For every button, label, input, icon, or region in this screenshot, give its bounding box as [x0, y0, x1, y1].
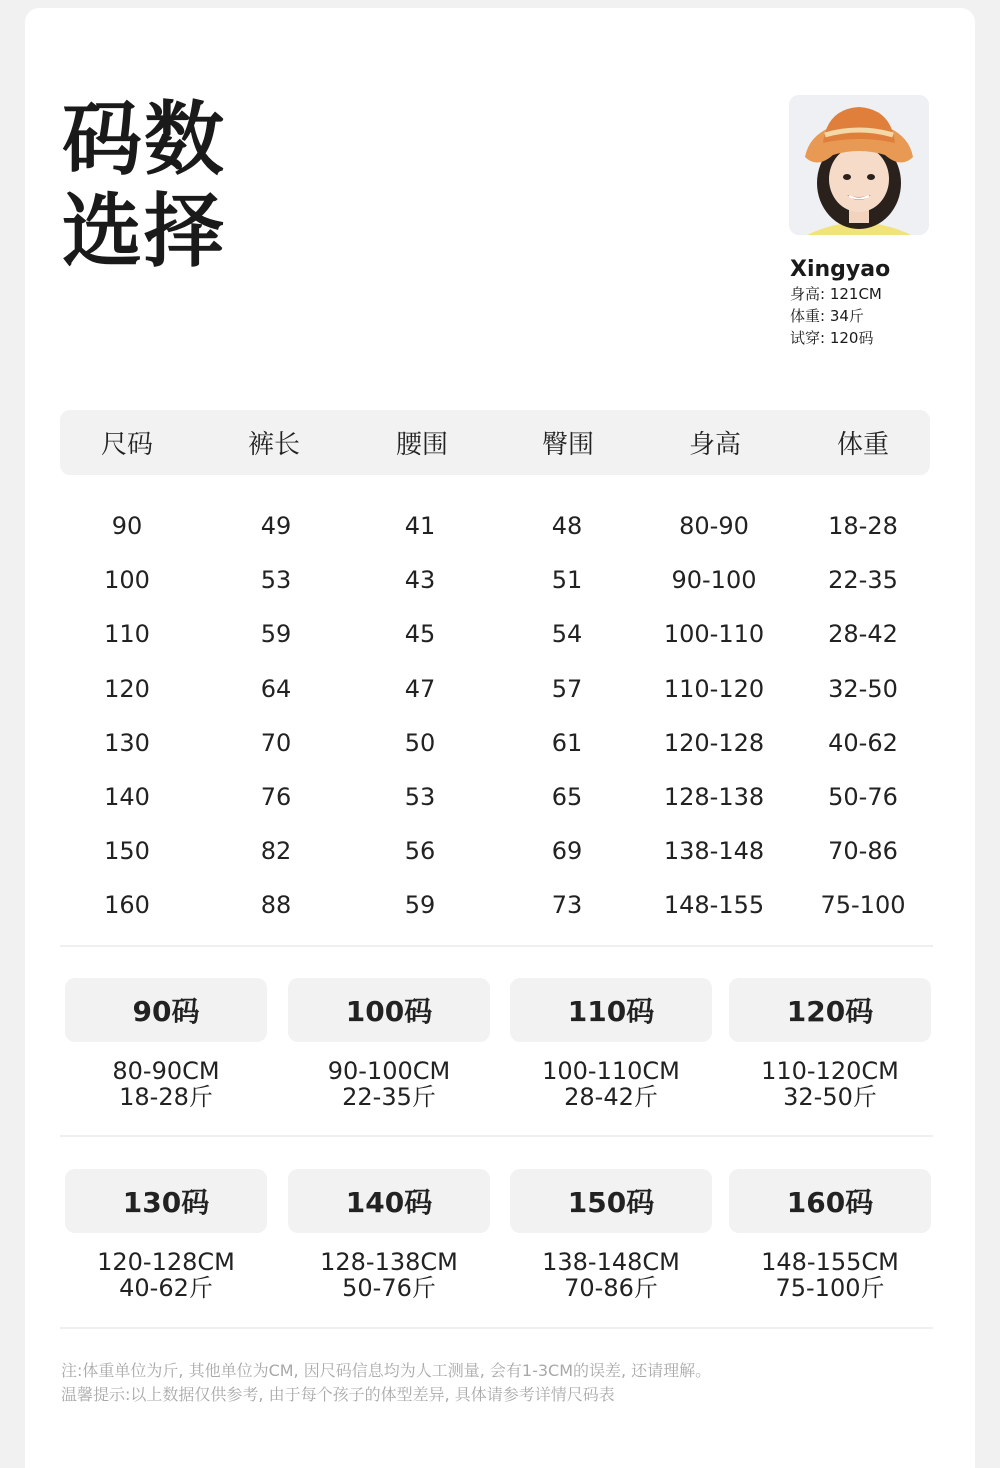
title-line-2: 选择 [62, 185, 226, 278]
cell-waist: 59 [404, 891, 436, 920]
cell-height: 110-120 [663, 674, 765, 703]
cell-size: 90 [111, 512, 143, 540]
note-unit-disclaimer: 注:体重单位为斤, 其他单位为CM, 因尺码信息均为人工测量, 会有1-3CM的误差, 还请理解。 [61, 1361, 712, 1380]
table-row [60, 891, 930, 931]
cell-waist: 56 [404, 837, 436, 866]
size-card-label: 90码 [65, 978, 267, 1042]
cell-pants-length: 88 [260, 891, 292, 920]
size-card-weight: 22-35斤 [342, 1083, 436, 1111]
size-card-height: 100-110CM [542, 1057, 680, 1085]
size-card-height: 138-148CM [542, 1248, 680, 1276]
table-row [60, 837, 930, 877]
table-row [60, 729, 930, 769]
cell-weight: 18-28 [828, 512, 898, 540]
cell-size: 130 [104, 728, 150, 757]
child-portrait-image [789, 95, 929, 235]
cell-waist: 41 [404, 512, 436, 540]
cell-height: 128-138 [663, 783, 765, 811]
cell-pants-length: 76 [260, 783, 292, 811]
cell-hip: 48 [551, 512, 583, 540]
cell-weight: 28-42 [828, 620, 898, 649]
cell-pants-length: 70 [260, 728, 292, 757]
divider [60, 945, 933, 947]
cell-size: 100 [104, 566, 150, 595]
size-card-height: 120-128CM [97, 1248, 235, 1276]
cell-size: 110 [104, 620, 150, 649]
size-card-label: 120码 [729, 978, 931, 1042]
table-row [60, 620, 930, 660]
cell-hip: 73 [551, 891, 583, 920]
cell-height: 90-100 [671, 566, 757, 595]
size-guide-card [25, 8, 975, 1468]
size-card-height: 90-100CM [327, 1057, 451, 1085]
cell-size: 160 [104, 891, 150, 920]
cell-size: 150 [104, 837, 150, 866]
cell-pants-length: 59 [260, 620, 292, 649]
cell-hip: 61 [551, 728, 583, 757]
header-height: 身高 [688, 430, 741, 460]
size-card-weight: 40-62斤 [119, 1274, 213, 1302]
table-row [60, 675, 930, 715]
cell-height: 120-128 [663, 728, 765, 757]
size-card [729, 978, 931, 1110]
table-header [60, 410, 930, 475]
cell-waist: 50 [404, 728, 436, 757]
size-card-weight: 50-76斤 [342, 1274, 436, 1302]
cell-weight: 40-62 [828, 728, 898, 757]
cell-waist: 47 [404, 674, 436, 703]
cell-weight: 70-86 [828, 837, 898, 866]
cell-pants-length: 53 [260, 566, 292, 595]
cell-hip: 69 [551, 837, 583, 866]
cell-pants-length: 82 [260, 837, 292, 866]
size-card-weight: 18-28斤 [119, 1083, 213, 1111]
size-card [288, 1169, 490, 1301]
size-card-label: 160码 [729, 1169, 931, 1233]
header-weight: 体重 [836, 430, 889, 460]
cell-pants-length: 49 [260, 512, 292, 540]
size-card-label: 110码 [510, 978, 712, 1042]
cell-hip: 57 [551, 674, 583, 703]
table-row [60, 783, 930, 823]
size-card-label: 130码 [65, 1169, 267, 1233]
cell-weight: 75-100 [820, 891, 906, 920]
cell-waist: 53 [404, 783, 436, 811]
size-card-weight: 32-50斤 [783, 1083, 877, 1111]
cell-height: 80-90 [679, 512, 749, 540]
size-card-label: 140码 [288, 1169, 490, 1233]
model-height: 身高: 121CM [790, 285, 882, 303]
size-card [288, 978, 490, 1110]
table-row [60, 566, 930, 606]
table-row [60, 512, 930, 552]
note-tip: 温馨提示:以上数据仅供参考, 由于每个孩子的体型差异, 具体请参考详情尺码表 [61, 1385, 615, 1404]
header-pants-length: 裤长 [247, 430, 300, 460]
size-card-weight: 70-86斤 [564, 1274, 658, 1302]
model-name: Xingyao [790, 257, 891, 282]
size-card-height: 80-90CM [112, 1057, 220, 1085]
divider [60, 1327, 933, 1329]
cell-height: 138-148 [663, 837, 765, 866]
model-tried-size: 试穿: 120码 [790, 329, 874, 347]
cell-size: 120 [104, 674, 150, 703]
cell-height: 100-110 [663, 620, 765, 649]
cell-waist: 43 [404, 566, 436, 595]
cell-pants-length: 64 [260, 674, 292, 703]
size-card-weight: 28-42斤 [564, 1083, 658, 1111]
header-size: 尺码 [100, 430, 153, 460]
size-card-height: 128-138CM [320, 1248, 458, 1276]
page-title [62, 94, 322, 278]
size-card-label: 150码 [510, 1169, 712, 1233]
size-card [729, 1169, 931, 1301]
size-card-height: 110-120CM [761, 1057, 899, 1085]
model-photo [789, 95, 929, 235]
size-card [510, 1169, 712, 1301]
cell-hip: 65 [551, 783, 583, 811]
cell-size: 140 [104, 783, 150, 811]
cell-weight: 22-35 [828, 566, 898, 595]
size-card-height: 148-155CM [761, 1248, 899, 1276]
header-waist: 腰围 [395, 430, 448, 460]
cell-waist: 45 [404, 620, 436, 649]
size-card [510, 978, 712, 1110]
cell-hip: 54 [551, 620, 583, 649]
title-line-1: 码数 [62, 93, 226, 186]
cell-height: 148-155 [663, 891, 765, 920]
size-card [65, 1169, 267, 1301]
size-card-label: 100码 [288, 978, 490, 1042]
cell-weight: 50-76 [828, 783, 898, 811]
size-card [65, 978, 267, 1110]
cell-weight: 32-50 [828, 674, 898, 703]
cell-hip: 51 [551, 566, 583, 595]
header-hip: 臀围 [541, 430, 594, 460]
size-card-weight: 75-100斤 [775, 1274, 885, 1302]
model-weight: 体重: 34斤 [790, 307, 864, 325]
divider [60, 1135, 933, 1137]
